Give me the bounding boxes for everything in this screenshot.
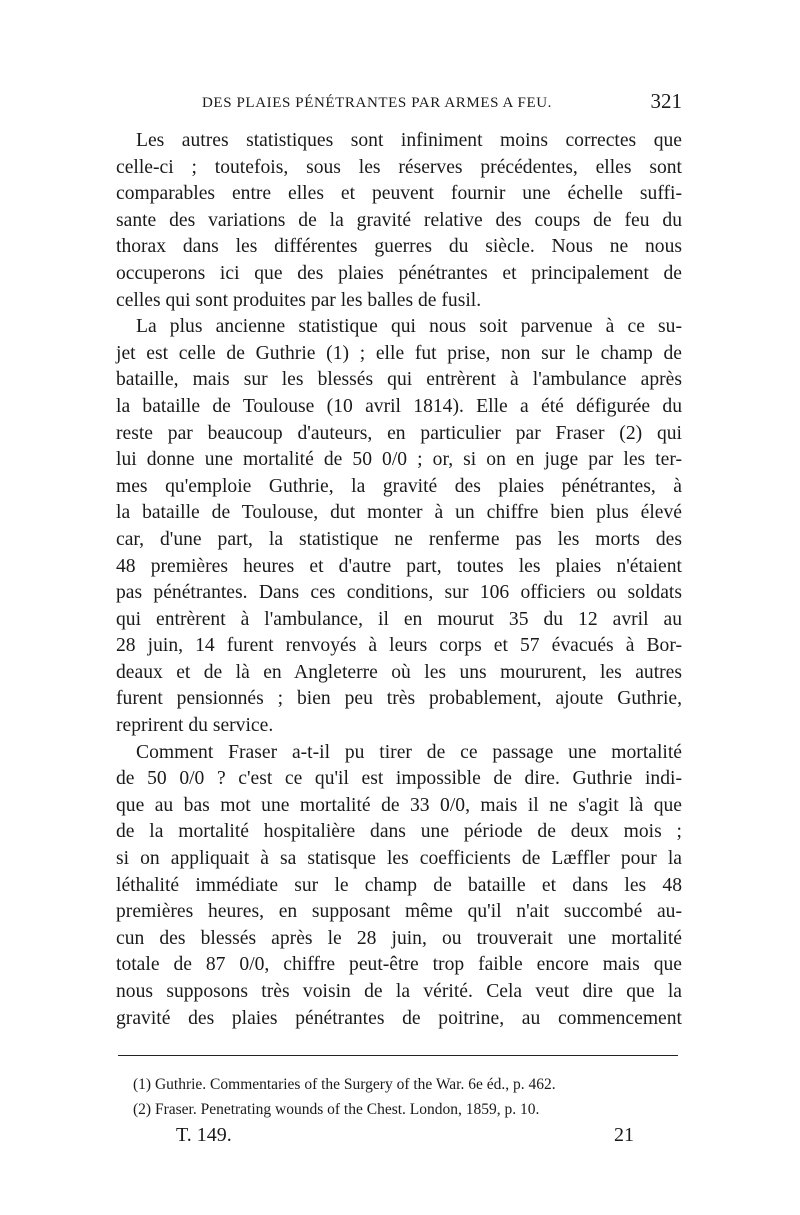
footnote-divider [118,1055,678,1056]
text-line: thorax dans les différentes guerres du siècle. Nous ne nous [116,236,682,258]
text-line: premières heures, en supposant même qu'il n'ait succombé au- [116,901,682,923]
text-line: Comment Fraser a-t-il pu tirer de ce passage une mortalité [136,741,682,763]
running-title: DES PLAIES PÉNÉTRANTES PAR ARMES A FEU. [202,95,552,111]
text-line: que au bas mot une mortalité de 33 0/0, mais il ne s'agit là que [116,794,682,816]
text-line: nous supposons très voisin de la vérité. Cela veut dire que la [116,981,682,1002]
text-line: jet est celle de Guthrie (1) ; elle fut prise, non sur le champ de [116,342,682,364]
text-line: pas pénétrantes. Dans ces conditions, sur 106 officiers ou soldats [116,582,682,604]
sheet-number: 21 [614,1124,634,1146]
body-text [116,128,682,1032]
text-line: de 50 0/0 ? c'est ce qu'il est impossible de dire. Guthrie indi- [116,768,682,790]
text-line: la bataille de Toulouse (10 avril 1814). Elle a été défigurée du [116,395,682,417]
text-line: totale de 87 0/0, chiffre peut-être trop faible encore mais que [116,954,682,976]
text-line: Les autres statistiques sont infiniment moins correctes que [136,130,682,151]
text-line: car, d'une part, la statistique ne renferme pas les morts des [116,528,682,550]
page-number: 321 [650,89,682,113]
text-line: reprirent du service. [116,715,274,737]
text-line: comparables entre elles et peuvent fournir une échelle suffi- [116,183,682,205]
text-line: 28 juin, 14 furent renvoyés à leurs corps et 57 évacués à Bor- [116,635,682,657]
text-line: celles qui sont produites par les balles de fusil. [116,289,482,311]
text-line: de la mortalité hospitalière dans une période de deux mois ; [116,821,682,843]
footnote: (1) Guthrie. Commentaries of the Surgery of the War. 6e éd., p. 462. [133,1076,556,1093]
text-line: lui donne une mortalité de 50 0/0 ; or, si on en juge par les ter- [116,449,682,471]
text-line: gravité des plaies pénétrantes de poitrine, au commencement [116,1007,682,1029]
text-line: qui entrèrent à l'ambulance, il en mourut 35 du 12 avril au [116,608,682,630]
text-line: deaux et de là en Angleterre où les uns moururent, les autres [116,661,682,683]
text-line: la bataille de Toulouse, dut monter à un chiffre bien plus élevé [116,502,682,524]
footnotes [133,1072,683,1122]
text-line: furent pensionnés ; bien peu très probablement, ajoute Guthrie, [116,688,682,710]
text-line: 48 premières heures et d'autre part, toutes les plaies n'étaient [116,555,682,577]
footnote: (2) Fraser. Penetrating wounds of the Chest. London, 1859, p. 10. [133,1101,540,1118]
text-line: léthalité immédiate sur le champ de bataille et dans les 48 [116,874,682,896]
text-line: occuperons ici que des plaies pénétrantes et principalement de [116,262,682,284]
text-line: celle-ci ; toutefois, sous les réserves précédentes, elles sont [116,156,682,178]
text-line: reste par beaucoup d'auteurs, en particulier par Fraser (2) qui [116,422,682,444]
signature-mark: T. 149. [176,1124,232,1146]
text-line: sante des variations de la gravité relative des coups de feu du [116,209,682,231]
text-line: bataille, mais sur les blessés qui entrèrent à l'ambulance après [116,369,682,391]
text-line: cun des blessés après le 28 juin, ou trouverait une mortalité [116,927,682,949]
text-line: mes qu'emploie Guthrie, la gravité des plaies pénétrantes, à [116,475,682,497]
text-line: si on appliquait à sa statisque les coefficients de Læffler pour la [116,848,682,870]
text-line: La plus ancienne statistique qui nous soit parvenue à ce su- [136,316,682,338]
page-header [116,89,682,119]
